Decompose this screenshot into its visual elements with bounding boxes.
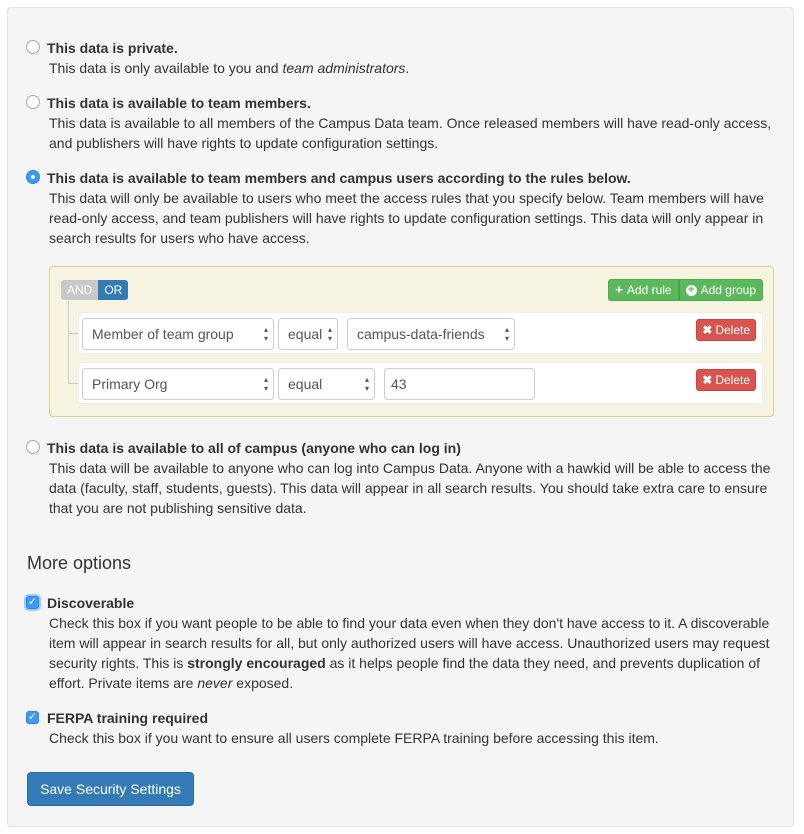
rule-value-select[interactable]: campus-data-friends ▴ ▾ (347, 318, 515, 350)
and-button[interactable]: AND (61, 280, 98, 300)
delete-rule-button[interactable]: ✖ Delete (696, 369, 756, 391)
option-all-campus-desc: This data will be available to anyone who can log into Campus Data. Anyone with a hawkid will be able to access the data (faculty, staff, students, guests). This data will appear in all search results. You should take extra care to ensure that you are not publishing sensitive data. (49, 460, 771, 516)
check-icon: ✓ (27, 596, 38, 608)
add-group-button[interactable]: + Add group (679, 279, 763, 301)
option-all-campus-title: This data is available to all of campus (anyone who can log in) (47, 440, 461, 456)
discoverable-checkbox[interactable] (26, 596, 39, 609)
condition-toggle (61, 280, 128, 300)
rule-operator-select[interactable]: equal ▴ ▾ (278, 368, 375, 400)
discoverable-title: Discoverable (47, 595, 135, 611)
rule-operator-select[interactable]: equal ▴ ▾ (278, 318, 338, 350)
option-team-members-desc: This data is available to all members of the Campus Data team. Once released members will have read-only access, and publishers will have rights to update configuration settings. (49, 115, 772, 151)
close-icon: ✖ (702, 373, 713, 387)
more-options-heading: More options (27, 553, 132, 573)
rule-field-select[interactable]: Primary Org ▴ ▾ (82, 368, 274, 400)
option-private-title: This data is private. (47, 40, 178, 56)
rule-row (78, 362, 763, 404)
ferpa-title: FERPA training required (47, 710, 209, 726)
rule-field-select[interactable]: Member of team group ▴ ▾ (82, 318, 274, 350)
or-button[interactable]: OR (98, 280, 128, 300)
ferpa-desc: Check this box if you want to ensure all users complete FERPA training before accessing this item. (49, 730, 659, 746)
plus-icon: + (615, 282, 623, 297)
option-team-and-rules-title: This data is available to team members and campus users according to the rules below. (47, 170, 631, 186)
option-private-desc: This data is only available to you and team administrators. (49, 60, 410, 76)
rule-builder-group (49, 266, 774, 417)
rule-row (78, 312, 763, 354)
tree-branch (68, 383, 78, 384)
radio-all-campus[interactable] (26, 440, 40, 454)
option-team-members-title: This data is available to team members. (47, 95, 311, 111)
plus-circle-icon: + (686, 285, 697, 296)
tree-line (68, 301, 69, 383)
discoverable-desc: Check this box if you want people to be able to find your data even when they don't have access to it. A discoverable item will appear in search results for all, but only authorized users will have access. Unauthorized users may request security rights. This is strongly encouraged as it helps people find the data they need, and prevents duplication of effort. Private items are never exposed. (49, 615, 770, 691)
close-icon: ✖ (702, 323, 713, 337)
group-actions (608, 279, 763, 301)
ferpa-checkbox[interactable] (26, 711, 39, 724)
rule-value-input[interactable]: 43 (384, 368, 535, 400)
delete-rule-button[interactable]: ✖ Delete (696, 319, 756, 341)
radio-team-and-rules[interactable] (26, 170, 40, 184)
check-icon: ✓ (27, 711, 38, 723)
save-security-settings-button[interactable]: Save Security Settings (27, 772, 194, 806)
radio-team-members[interactable] (26, 95, 40, 109)
add-rule-button[interactable]: + Add rule (608, 279, 678, 301)
radio-private[interactable] (26, 40, 40, 54)
tree-branch (68, 333, 78, 334)
option-team-and-rules-desc: This data will only be available to users who meet the access rules that you specify below. Team members will have read-only access, and team publishers will have rights to update configuration settings. This data will only appear in search results for users who have access. (49, 190, 764, 246)
